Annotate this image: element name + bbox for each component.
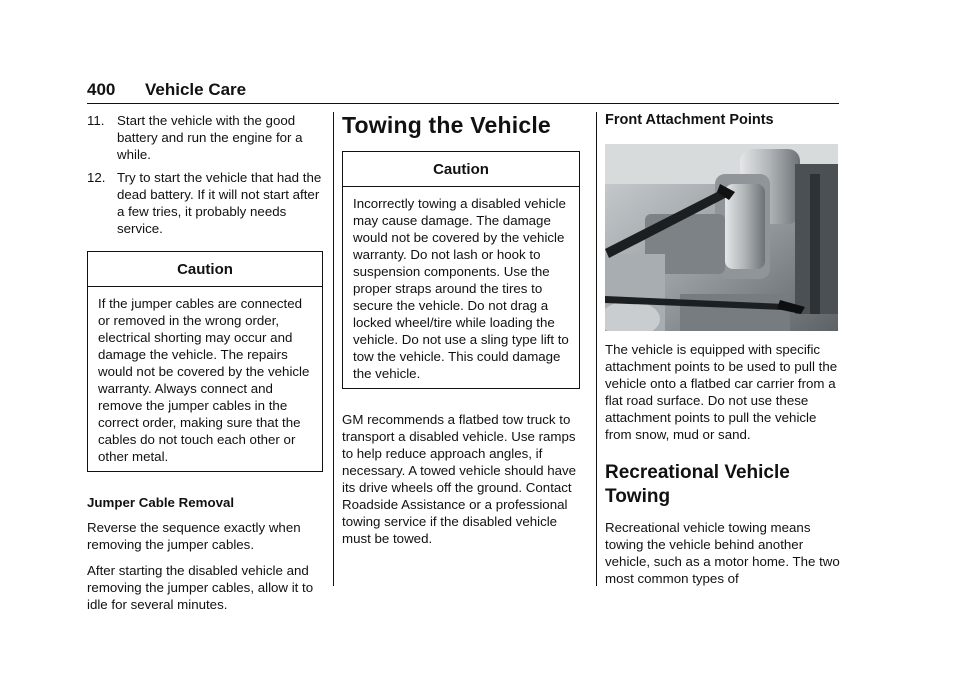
paragraph: After starting the disabled vehicle and removing the jumper cables, allow it to idle for several minutes. [87, 563, 314, 612]
subsection-heading: Front Attachment Points [605, 112, 774, 128]
page-header [87, 80, 839, 104]
step-item [87, 112, 323, 163]
step-text: Start the vehicle with the good battery and run the engine for a while. [117, 113, 303, 162]
step-item [87, 169, 323, 237]
page-number: 400 [87, 80, 116, 99]
step-number: 12. [87, 170, 106, 185]
step-number: 11. [87, 113, 105, 128]
header-rule [87, 103, 839, 104]
caution-heading: Caution [343, 152, 579, 187]
section-heading: Recreational Vehicle Towing [605, 462, 790, 507]
caution-text: If the jumper cables are connected or removed in the wrong order, electrical shorting may occur and damage the vehicle. The repairs would not be covered by the vehicle warranty. Always connect and remove the jumper cables in the correct order, making sure that the cables do not touch each other or other metal. [98, 296, 310, 464]
step-list [87, 112, 323, 237]
subheading: Jumper Cable Removal [87, 495, 235, 510]
column-middle [342, 108, 580, 556]
step-text: Try to start the vehicle that had the dead battery. If it will not start after a few tries, it probably needs service. [117, 170, 322, 236]
section-heading: Towing the Vehicle [342, 112, 551, 138]
caution-text: Incorrectly towing a disabled vehicle may cause damage. The damage would not be covered by the vehicle warranty. Do not lash or hook to suspension components. Use the proper straps around the tires to secure the vehicle. Do not drag a locked wheel/tire while loading the vehicle. Do not use a sling type lift to tow the vehicle. This could damage the vehicle. [353, 196, 569, 381]
paragraph: GM recommends a flatbed tow truck to transport a disabled vehicle. Use ramps to help reduce approach angles, if necessary. A towed vehicle should have its drive wheels off the ground. Contact Roadside Assistance or a professional towing service if the disabled vehicle must be towed. [342, 412, 577, 546]
attachment-point-photo [605, 144, 838, 331]
paragraph: Recreational vehicle towing means towing the vehicle behind another vehicle, such as a motor home. The two most common types of [605, 520, 840, 586]
caution-heading: Caution [88, 252, 322, 287]
column-divider [596, 112, 597, 586]
caution-box [342, 151, 580, 389]
paragraph: Reverse the sequence exactly when removing the jumper cables. [87, 520, 301, 552]
paragraph: The vehicle is equipped with specific attachment points to be used to pull the vehicle onto a flatbed car carrier from a flat road surface. Do not use these attachment points to pull the vehicle from snow, mud or sand. [605, 342, 838, 442]
column-right [605, 108, 840, 596]
caution-box [87, 251, 323, 472]
column-left [87, 108, 323, 622]
column-divider [333, 112, 334, 586]
section-title: Vehicle Care [145, 80, 247, 99]
